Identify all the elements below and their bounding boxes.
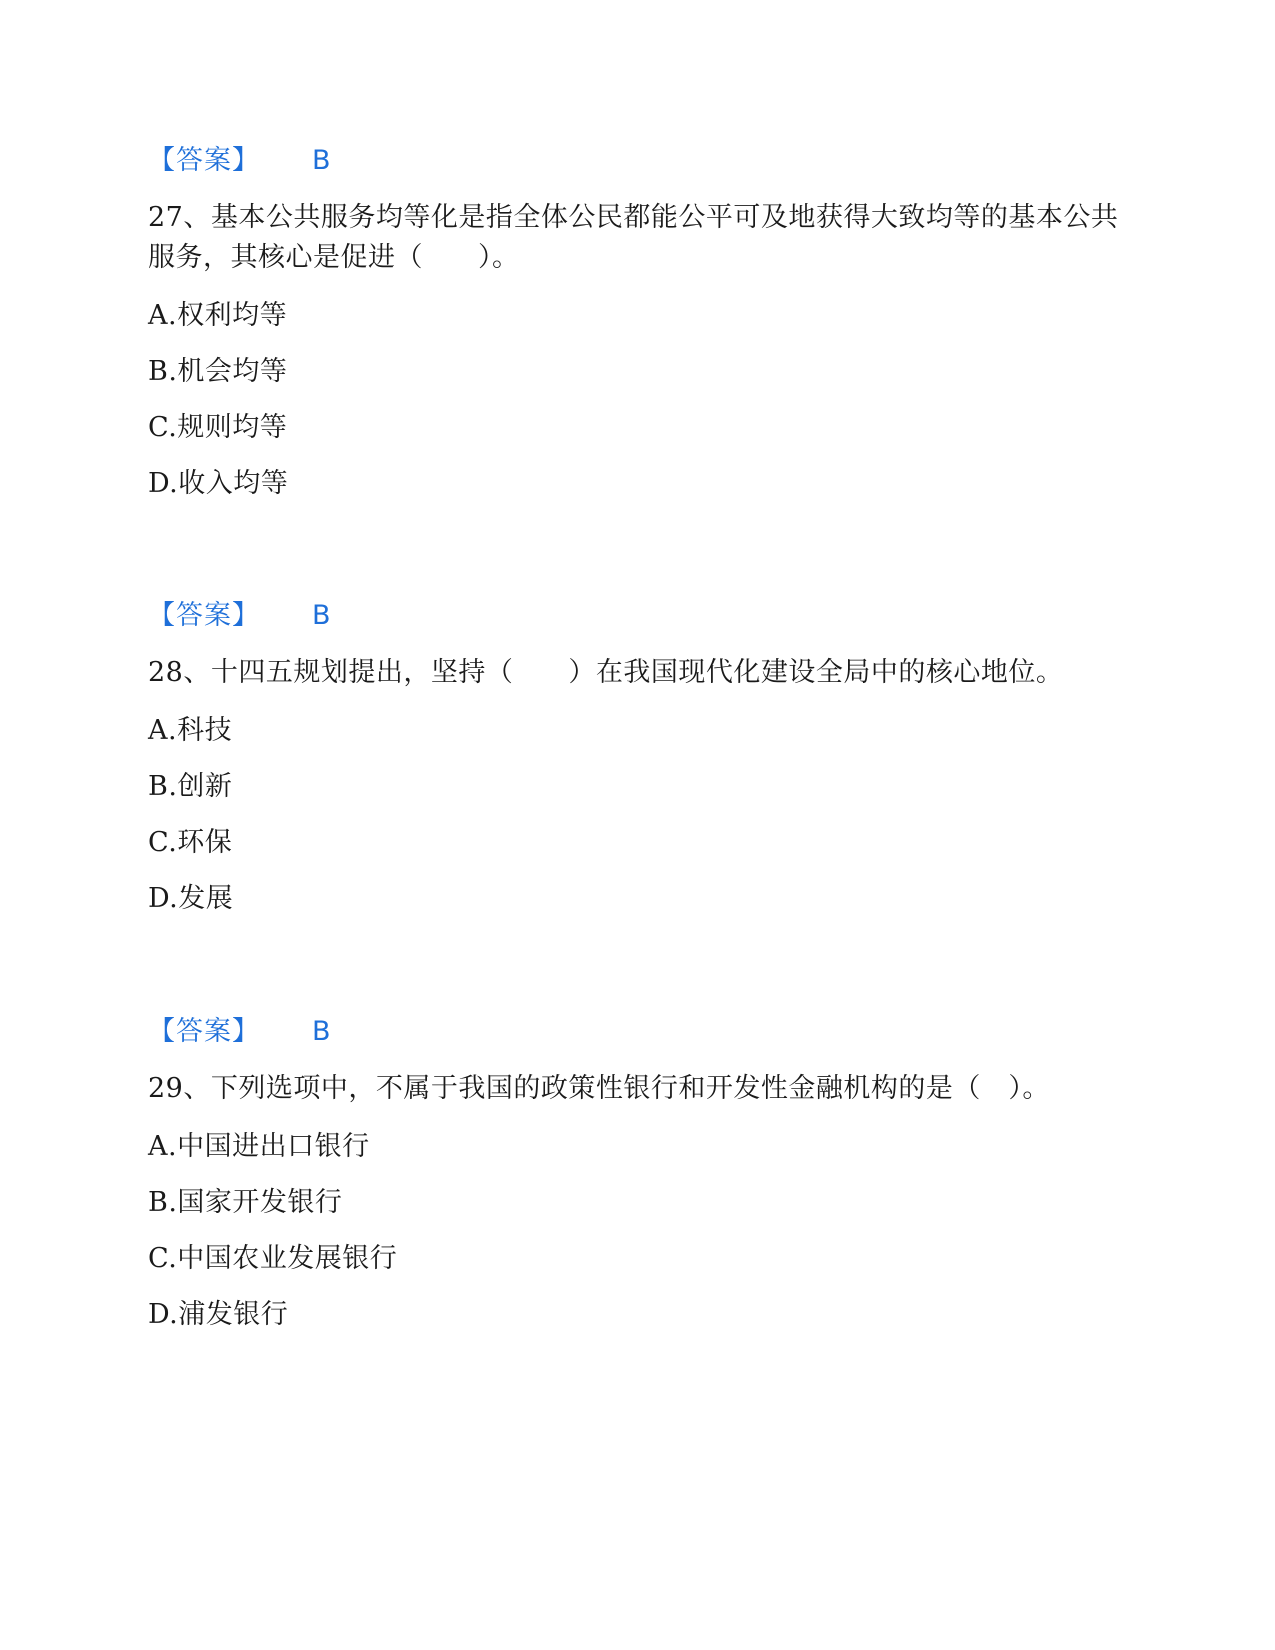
question-block-27	[148, 143, 1128, 502]
answer-value: B	[312, 600, 331, 631]
question-text: 29、下列选项中，不属于我国的政策性银行和开发性金融机构的是（ ）。	[148, 1073, 1050, 1104]
question-text: 28、十四五规划提出，坚持（ ）在我国现代化建设全局中的核心地位。	[148, 657, 1064, 688]
option-d: D.浦发银行	[148, 1299, 289, 1330]
option-b: B.机会均等	[148, 356, 288, 387]
question-block-28	[148, 598, 1128, 917]
option-c: C.规则均等	[148, 412, 288, 443]
option-d: D.收入均等	[148, 468, 289, 499]
answer-value: B	[312, 1016, 331, 1047]
answer-value: B	[312, 145, 331, 176]
answer-line	[148, 143, 1128, 179]
question-block-29	[148, 1014, 1128, 1333]
answer-label: 【答案】	[148, 600, 260, 631]
answer-label: 【答案】	[148, 1016, 260, 1047]
option-c: C.环保	[148, 827, 233, 858]
answer-label: 【答案】	[148, 145, 260, 176]
option-c: C.中国农业发展银行	[148, 1243, 398, 1274]
answer-line	[148, 1014, 1128, 1050]
option-a: A.权利均等	[148, 300, 288, 331]
option-b: B.国家开发银行	[148, 1187, 343, 1218]
answer-line	[148, 598, 1128, 634]
option-a: A.中国进出口银行	[148, 1131, 370, 1162]
option-d: D.发展	[148, 883, 234, 914]
option-b: B.创新	[148, 771, 233, 802]
question-text: 27、基本公共服务均等化是指全体公民都能公平可及地获得大致均等的基本公共服务，其核心是促进（ ）。	[148, 202, 1119, 273]
option-a: A.科技	[148, 715, 233, 746]
